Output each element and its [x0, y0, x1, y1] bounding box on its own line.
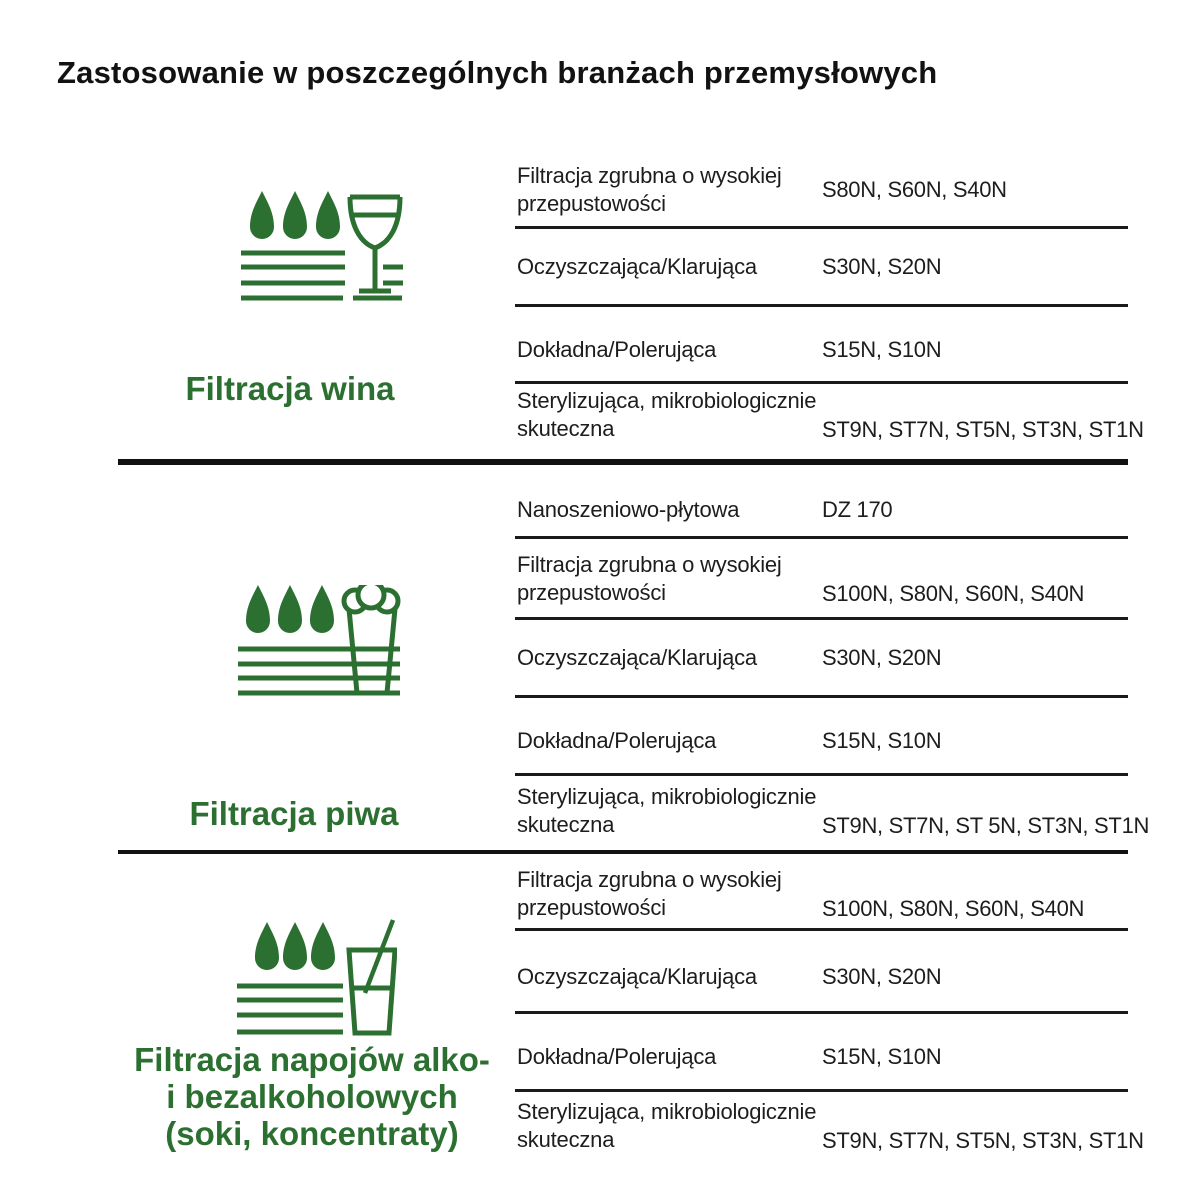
row-codes: ST9N, ST7N, ST5N, ST3N, ST1N	[822, 417, 1144, 442]
table-row	[517, 858, 1142, 928]
drops-icon	[250, 191, 340, 239]
row-codes: S30N, S20N	[822, 964, 942, 989]
table-row	[517, 1092, 1142, 1156]
table-row	[517, 307, 1142, 382]
row-codes: S80N, S60N, S40N	[822, 177, 1007, 202]
section-divider	[118, 850, 1128, 854]
row-codes: S100N, S80N, S60N, S40N	[822, 896, 1085, 921]
row-codes: S15N, S10N	[822, 336, 942, 362]
page-title: Zastosowanie w poszczególnych branżach przemysłowych	[57, 55, 938, 90]
row-codes: S15N, S10N	[822, 1043, 942, 1069]
filter-lines	[238, 649, 400, 693]
row-label: Oczyszczająca/Klarująca	[517, 964, 757, 989]
table-row	[517, 620, 1142, 695]
row-label: Filtracja zgrubna o wysokiej przepustowości	[517, 867, 782, 920]
row-label: Filtracja zgrubna o wysokiej przepustowości	[517, 163, 782, 216]
table-row	[517, 229, 1142, 304]
table-row	[517, 539, 1142, 617]
drops-icon	[246, 585, 334, 633]
row-label: Filtracja zgrubna o wysokiej przepustowości	[517, 552, 782, 605]
row-label: Dokładna/Polerująca	[517, 1043, 717, 1069]
drops-icon	[255, 922, 335, 970]
drops-wine-glass-icon	[235, 191, 405, 303]
table-row	[517, 153, 1142, 227]
row-label: Oczyszczająca/Klarująca	[517, 644, 757, 670]
section-label-beer: Filtracja piwa	[189, 795, 399, 832]
table-row	[517, 776, 1150, 851]
drops-beer-glass-icon	[238, 585, 403, 697]
row-codes: DZ 170	[822, 497, 893, 522]
table-row	[517, 698, 1142, 773]
row-label: Nanoszeniowo-płytowa	[517, 497, 740, 522]
row-codes: S15N, S10N	[822, 727, 942, 753]
row-label: Sterylizująca, mikrobiologicznie skuteczna	[517, 1099, 817, 1152]
row-codes: S30N, S20N	[822, 253, 942, 279]
row-codes: ST9N, ST7N, ST5N, ST3N, ST1N	[822, 1128, 1144, 1153]
filter-lines	[237, 986, 343, 1032]
juice-glass-icon	[349, 920, 395, 1033]
table-row	[517, 1014, 1142, 1089]
section-label-juice: Filtracja napojów alko- i bezalkoholowych (soki, koncentraty)	[134, 1041, 490, 1152]
table-row	[517, 384, 1142, 459]
row-label: Dokładna/Polerująca	[517, 727, 717, 753]
row-codes: S30N, S20N	[822, 644, 942, 670]
row-label: Oczyszczająca/Klarująca	[517, 253, 757, 279]
section-divider	[118, 459, 1128, 465]
row-codes: ST9N, ST7N, ST 5N, ST3N, ST1N	[822, 813, 1150, 838]
row-codes: S100N, S80N, S60N, S40N	[822, 581, 1085, 606]
row-label: Sterylizująca, mikrobiologicznie skuteczna	[517, 784, 817, 837]
table-row	[517, 931, 1142, 1011]
drops-juice-glass-icon	[237, 918, 397, 1038]
wine-glass-icon	[350, 197, 400, 291]
row-label: Sterylizująca, mikrobiologicznie skuteczna	[517, 388, 817, 441]
section-label-wine: Filtracja wina	[185, 370, 395, 407]
row-label: Dokładna/Polerująca	[517, 336, 717, 362]
table-row	[517, 484, 1142, 536]
